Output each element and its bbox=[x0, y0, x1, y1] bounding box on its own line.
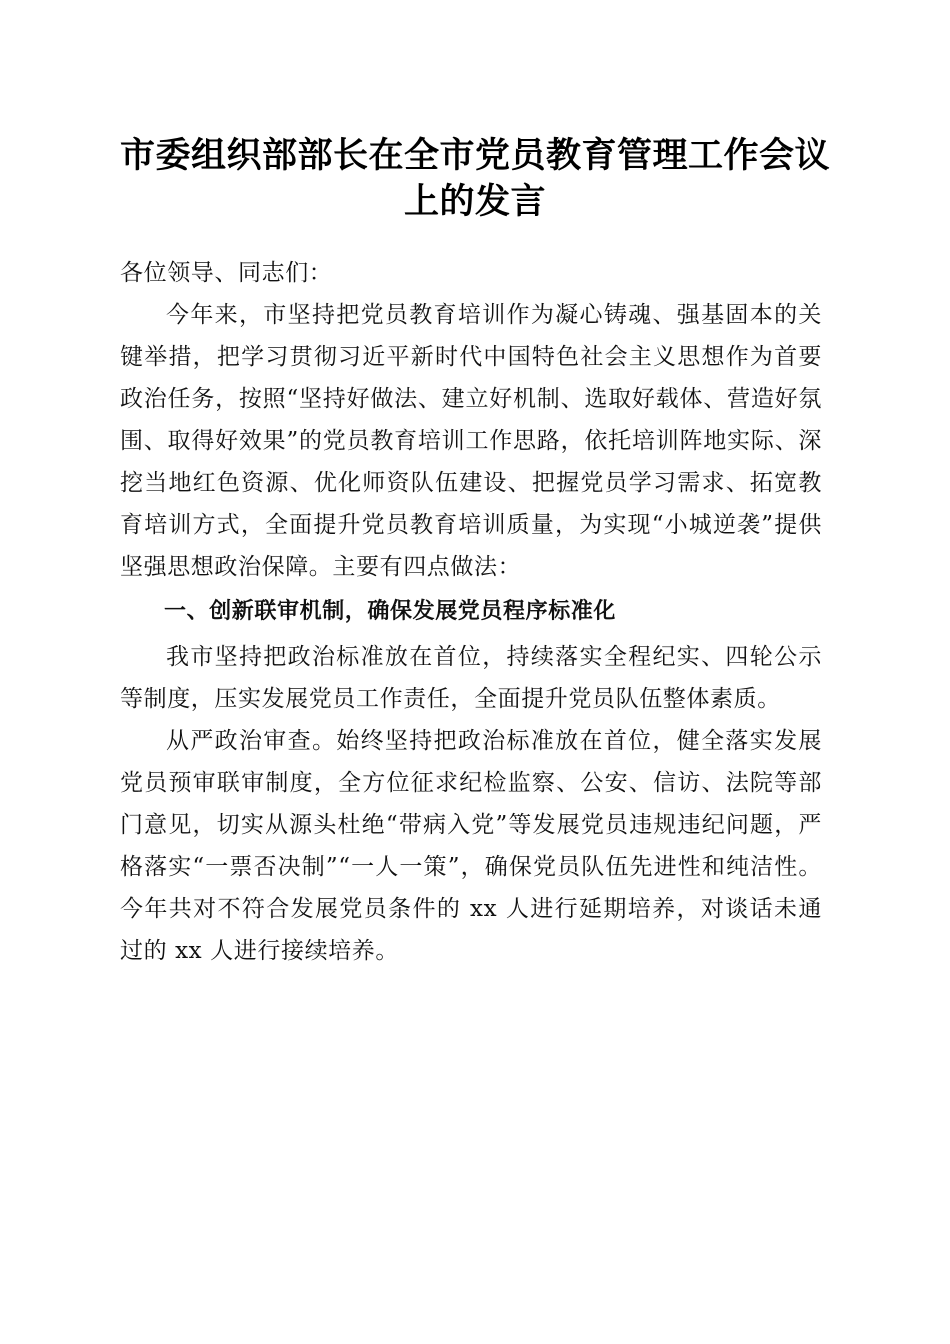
title-line-1: 市委组织部部长在全市党员教育管理工作会议 bbox=[119, 135, 830, 176]
section-1-paragraph-2: 从严政治审查。始终坚持把政治标准放在首位，健全落实发展党员预审联审制度，全方位征求纪检监察、公安、信访、法院等部门意见，切实从源头杜绝“带病入党”等发展党员违规违纪问题，严格落实“一票否决制”“一人一策”，确保党员队伍先进性和纯洁性。今年共对不符合发展党员条件的 xx 人进行延期培养，对谈话未通过的 xx 人进行接续培养。 bbox=[120, 728, 822, 964]
title-line-2: 上的发言 bbox=[403, 181, 546, 222]
document-title bbox=[100, 133, 850, 225]
section-1-heading: 一、创新联审机制，确保发展党员程序标准化 bbox=[164, 599, 617, 624]
document-body bbox=[120, 252, 822, 972]
intro-paragraph: 今年来，市坚持把党员教育培训作为凝心铸魂、强基固本的关键举措，把学习贯彻习近平新时代中国特色社会主义思想作为首要政治任务，按照“坚持好做法、建立好机制、选取好载体、营造好氛围、取得好效果”的党员教育培训工作思路，依托培训阵地实际、深挖当地红色资源、优化师资队伍建设、把握党员学习需求、拓宽教育培训方式，全面提升党员教育培训质量，为实现“小城逆袭”提供坚强思想政治保障。主要有四点做法： bbox=[120, 302, 822, 580]
salutation: 各位领导、同志们： bbox=[120, 260, 333, 286]
section-1-paragraph-1: 我市坚持把政治标准放在首位，持续落实全程纪实、四轮公示等制度，压实发展党员工作责任，全面提升党员队伍整体素质。 bbox=[120, 644, 822, 712]
